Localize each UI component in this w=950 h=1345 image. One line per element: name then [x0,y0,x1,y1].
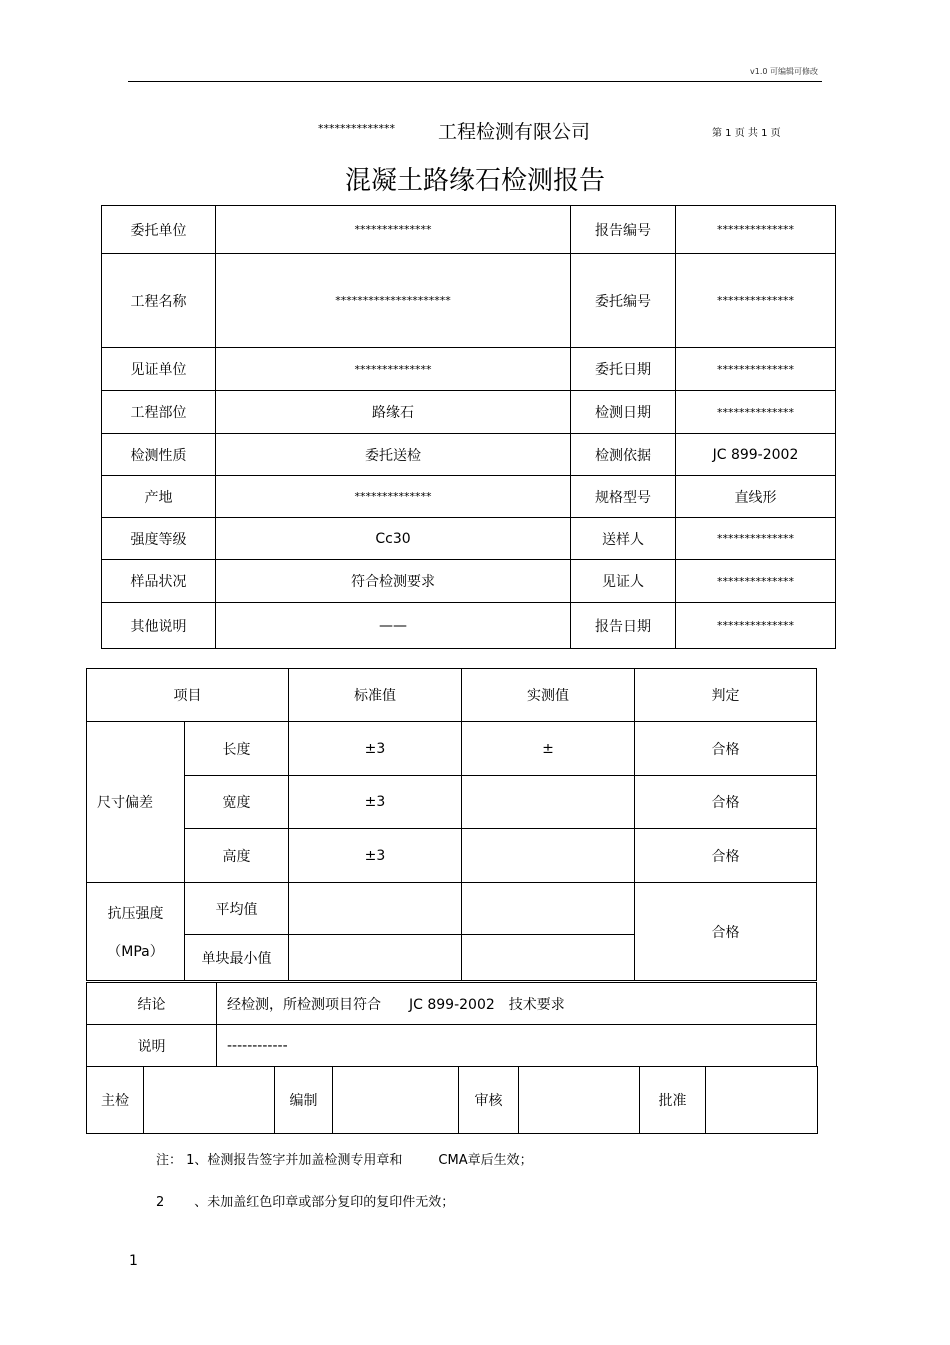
page-info: 第 1 页 共 1 页 [712,128,781,139]
strength-avg-standard [289,883,462,935]
info-value: ************** [676,206,836,254]
signature-row [87,1067,818,1134]
strength-group-line2: （MPa） [107,943,164,960]
info-row [102,391,836,434]
info-value: ************** [676,391,836,434]
company-name: 工程检测有限公司 [438,121,591,143]
reviewer-sign [519,1067,640,1134]
info-row [102,560,836,603]
size-measured [462,829,635,883]
report-title: 混凝土路缘石检测报告 [344,166,605,196]
info-value: 委托送检 [216,434,571,476]
header-measured: 实测值 [462,669,635,722]
info-value: ************** [216,206,571,254]
strength-avg-label: 平均值 [185,883,289,935]
info-value: 直线形 [676,476,836,518]
approver-sign [706,1067,818,1134]
note-line-1 [156,1149,533,1168]
signature-table [86,1066,818,1134]
remark-text: ------------ [217,1025,817,1067]
info-row [102,434,836,476]
strength-group-line1: 抗压强度 [107,905,164,922]
strength-min-label: 单块最小值 [185,935,289,981]
info-value: ********************* [216,254,571,348]
info-label: 检测日期 [571,391,676,434]
info-value: JC 899-2002 [676,434,836,476]
info-label: 见证单位 [102,348,216,391]
info-value: Cc30 [216,518,571,560]
remark-row [87,1025,817,1067]
note-2-text: 、未加盖红色印章或部分复印的复印件无效； [194,1195,455,1210]
info-label: 样品状况 [102,560,216,603]
strength-avg-measured [462,883,635,935]
remark-label: 说明 [87,1025,217,1067]
info-value: ************** [676,254,836,348]
info-label: 送样人 [571,518,676,560]
info-row [102,603,836,649]
info-value: ************** [676,518,836,560]
results-header-row [87,669,817,722]
strength-judgement: 合格 [635,883,817,981]
note-1-cma: CMA章后生效； [438,1153,533,1168]
info-row [102,518,836,560]
conclusion-label: 结论 [87,983,217,1025]
info-value: ************** [676,603,836,649]
info-row [102,254,836,348]
info-label: 报告编号 [571,206,676,254]
note-line-2 [156,1191,454,1210]
note-1-text: 注： 1、检测报告签字并加盖检测专用章和 [156,1153,403,1168]
compiler-label: 编制 [275,1067,333,1134]
info-label: 产地 [102,476,216,518]
header-judgement: 判定 [635,669,817,722]
info-label: 检测性质 [102,434,216,476]
conclusion-table [86,982,817,1067]
size-standard: ±3 [289,829,462,883]
size-judgement: 合格 [635,829,817,883]
info-value: ************** [676,348,836,391]
version-label: v1.0 可编辑可修改 [750,67,818,76]
info-label: 检测依据 [571,434,676,476]
size-item-name: 高度 [185,829,289,883]
strength-min-standard [289,935,462,981]
info-label: 工程部位 [102,391,216,434]
header-divider [128,81,822,82]
info-table [101,205,836,649]
info-value: ************** [676,560,836,603]
info-row [102,476,836,518]
compiler-sign [333,1067,459,1134]
results-table [86,668,817,981]
info-value: 符合检测要求 [216,560,571,603]
size-judgement: 合格 [635,776,817,829]
chief-inspector-sign [144,1067,275,1134]
header-standard: 标准值 [289,669,462,722]
info-row [102,206,836,254]
reviewer-label: 审核 [459,1067,519,1134]
info-row [102,348,836,391]
size-measured: ± [462,722,635,776]
note-2-number: 2 [156,1195,165,1210]
company-stars: ************** [318,122,395,135]
table-row [87,883,817,935]
info-value: ************** [216,348,571,391]
info-label: 其他说明 [102,603,216,649]
size-judgement: 合格 [635,722,817,776]
approver-label: 批准 [640,1067,706,1134]
page-number: 1 [129,1253,138,1269]
table-row [87,829,817,883]
info-label: 见证人 [571,560,676,603]
conclusion-text: 经检测，所检测项目符合 JC 899-2002 技术要求 [217,983,817,1025]
size-measured [462,776,635,829]
info-label: 委托编号 [571,254,676,348]
table-row [87,722,817,776]
size-item-name: 长度 [185,722,289,776]
size-group-label: 尺寸偏差 [87,722,185,883]
size-standard: ±3 [289,776,462,829]
conclusion-row [87,983,817,1025]
strength-min-measured [462,935,635,981]
chief-inspector-label: 主检 [87,1067,144,1134]
info-label: 委托单位 [102,206,216,254]
info-value: ************** [216,476,571,518]
size-item-name: 宽度 [185,776,289,829]
info-value: 路缘石 [216,391,571,434]
info-label: 委托日期 [571,348,676,391]
info-value: —— [216,603,571,649]
strength-group-label [87,883,185,981]
header-item: 项目 [87,669,289,722]
info-label: 工程名称 [102,254,216,348]
info-label: 报告日期 [571,603,676,649]
info-label: 强度等级 [102,518,216,560]
info-label: 规格型号 [571,476,676,518]
size-standard: ±3 [289,722,462,776]
table-row [87,776,817,829]
